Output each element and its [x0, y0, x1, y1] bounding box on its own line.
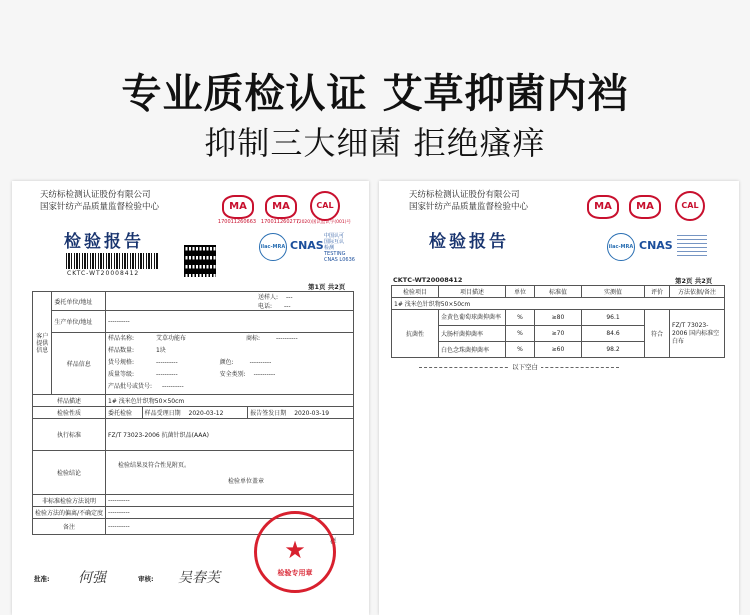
sample-desc-label: 样品描述 — [33, 395, 106, 407]
sample-info-label: 样品信息 — [52, 333, 106, 395]
approve-label: 批准: — [34, 575, 50, 583]
grade-label: 质量等级: — [108, 371, 135, 378]
org-name-1: 天纺标检测认证股份有限公司 — [40, 190, 151, 200]
conclusion-value — [106, 451, 354, 495]
value-cell: 84.6 — [582, 326, 645, 342]
producer-value — [106, 311, 354, 333]
cal-text: (2020)国认监认字(001)号 — [296, 220, 352, 225]
inspection-seal-icon: ★ 检验专用章 — [254, 511, 336, 593]
results-table — [391, 285, 725, 358]
remark-value: ---------- — [106, 519, 354, 535]
ilac-mra-icon: ilac-MRA — [259, 233, 287, 261]
cal-mark-icon: CAL — [675, 191, 705, 221]
org-name-2: 国家针纺产品质量监督检验中心 — [40, 202, 160, 212]
phone-label: 电话: — [258, 303, 273, 310]
sample-info-value — [106, 333, 354, 395]
nonstd-label: 非标准检验方法说明 — [33, 495, 106, 507]
batch-value: ---------- — [161, 383, 184, 390]
side-mark: 样 — [330, 537, 337, 545]
remark-label: 备注 — [33, 519, 106, 535]
cnas-text: 国际互认 — [324, 239, 345, 245]
report-form-table — [32, 291, 354, 535]
stamp-note: 检验单位盖章 — [228, 478, 265, 485]
ilac-mra-icon: ilac-MRA — [607, 233, 635, 261]
test-type-value: 委托检验 — [106, 407, 143, 419]
cnas-text-icon — [677, 235, 707, 257]
spec-label: 货号规格: — [108, 359, 135, 366]
col-header: 检验项目 — [392, 286, 439, 298]
page-indicator: 第2页 共2页 — [675, 277, 713, 285]
issue-date-value: 2020-03-19 — [294, 410, 330, 417]
grade-value: ---------- — [155, 371, 178, 378]
qr-code — [184, 245, 216, 277]
sample-qty-label: 样品数量: — [108, 347, 135, 354]
standard-label: 执行标准 — [33, 419, 106, 451]
col-header: 实测值 — [582, 286, 645, 298]
table-row — [392, 310, 725, 326]
ma-mark-icon: MA — [629, 195, 661, 219]
std-cell: ≥60 — [535, 342, 582, 358]
ma-mark-icon: MA — [587, 195, 619, 219]
nonstd-value: ---------- — [106, 495, 354, 507]
barcode — [66, 253, 158, 269]
color-value: ---------- — [249, 359, 272, 366]
report-number: CKTC-WT20008412 — [67, 270, 140, 277]
sample-name-value: 艾草功能布 — [155, 335, 186, 342]
col-header: 项目描述 — [439, 286, 506, 298]
sample-name-label: 样品名称: — [108, 335, 135, 342]
client-value — [106, 292, 354, 311]
reviewer-signature: 吴春芙 — [178, 570, 220, 586]
sample-qty-value: 1块 — [155, 347, 166, 354]
cnas-text: 检测 — [324, 245, 335, 251]
std-cell: ≥80 — [535, 310, 582, 326]
unit-cell: % — [506, 342, 535, 358]
ma-mark-icon: MA — [222, 195, 254, 219]
cnas-text: TESTING — [324, 251, 346, 257]
safety-value: ---------- — [253, 371, 276, 378]
dash-value: ---------- — [108, 318, 130, 325]
std-cell: ≥70 — [535, 326, 582, 342]
report-number: CKTC-WT20008412 — [393, 276, 463, 284]
deviation-label: 检验方法的偏离/不确定度 — [33, 507, 106, 519]
receive-date-label — [142, 407, 248, 419]
sample-desc-value: 1# 浅米色针织物50×50cm — [106, 395, 354, 407]
col-header: 标准值 — [535, 286, 582, 298]
report-title: 检验报告 — [429, 232, 509, 252]
phone-value: --- — [283, 303, 291, 310]
desc-cell: 白色念珠菌抑菌率 — [439, 342, 506, 358]
review-label: 审核: — [138, 575, 154, 583]
desc-cell: 金黄色葡萄球菌抑菌率 — [439, 310, 506, 326]
method-cell: FZ/T 73023-2006 国内标准空白布 — [670, 310, 725, 358]
receive-date-value: 2020-03-12 — [188, 410, 224, 417]
org-name-2: 国家针纺产品质量监督检验中心 — [409, 202, 529, 212]
test-type-label: 检验性质 — [33, 407, 106, 419]
value-cell: 98.2 — [582, 342, 645, 358]
page-subtitle: 抑制三大细菌 拒绝瘙痒 — [204, 124, 546, 162]
receive-date-text: 样品受理日期 — [144, 410, 181, 417]
cal-mark-icon: CAL — [310, 191, 340, 221]
page-indicator: 第1页 共2页 — [308, 283, 346, 291]
page-title: 专业质检认证 艾草抑菌内裆 — [121, 71, 629, 117]
seal-text: 检验专用章 — [277, 569, 313, 577]
cnas-logo-icon: CNAS — [290, 239, 324, 252]
issue-date-label — [248, 407, 354, 419]
issue-date-text: 报告签发日期 — [250, 410, 287, 417]
evaluation-cell: 符合 — [645, 310, 670, 358]
sender-value: --- — [285, 294, 293, 301]
cnas-label — [324, 233, 355, 263]
col-header: 单位 — [506, 286, 535, 298]
report-page-2 — [379, 181, 739, 615]
ma-number: 170011260663 — [217, 219, 257, 225]
sender-label: 送样人: — [258, 294, 279, 301]
batch-label: 产品批号或货号: — [108, 383, 153, 390]
standard-value: FZ/T 73023-2006 抗菌针织品(AAA) — [106, 419, 354, 451]
sample-row: 1# 浅米色针织物50×50cm — [392, 298, 725, 310]
cnas-logo-icon: CNAS — [639, 239, 673, 252]
ma-number: 170011260277 — [260, 219, 300, 225]
unit-cell: % — [506, 310, 535, 326]
approver-signature: 何强 — [78, 570, 106, 586]
trademark-value: ---------- — [275, 335, 298, 342]
conclusion-label: 检验结论 — [33, 451, 106, 495]
report-page-1 — [12, 181, 369, 615]
report-title: 检验报告 — [64, 232, 144, 252]
safety-label: 安全类别: — [219, 371, 246, 378]
color-label: 颜色: — [219, 359, 234, 366]
client-label: 委托单位/地址 — [52, 292, 106, 311]
col-header: 方法依据/备注 — [670, 286, 725, 298]
value-cell: 96.1 — [582, 310, 645, 326]
cnas-text: 中国认可 — [324, 233, 345, 239]
producer-label: 生产单位/地址 — [52, 311, 106, 333]
blank-note: 以下空白 — [509, 362, 541, 371]
deviation-value: ---------- — [106, 507, 354, 519]
spec-value: ---------- — [155, 359, 178, 366]
trademark-label: 商标: — [246, 335, 261, 342]
group-cell: 抗菌性 — [392, 310, 439, 358]
col-header: 评价 — [645, 286, 670, 298]
conclusion-text: 检验结果及符合性见附页。 — [118, 462, 191, 469]
desc-cell: 大肠杆菌抑菌率 — [439, 326, 506, 342]
cnas-text: CNAS L0636 — [324, 257, 355, 263]
org-name-1: 天纺标检测认证股份有限公司 — [409, 190, 520, 200]
group-label: 客户提供信息 — [33, 292, 52, 395]
unit-cell: % — [506, 326, 535, 342]
ma-mark-icon: MA — [265, 195, 297, 219]
